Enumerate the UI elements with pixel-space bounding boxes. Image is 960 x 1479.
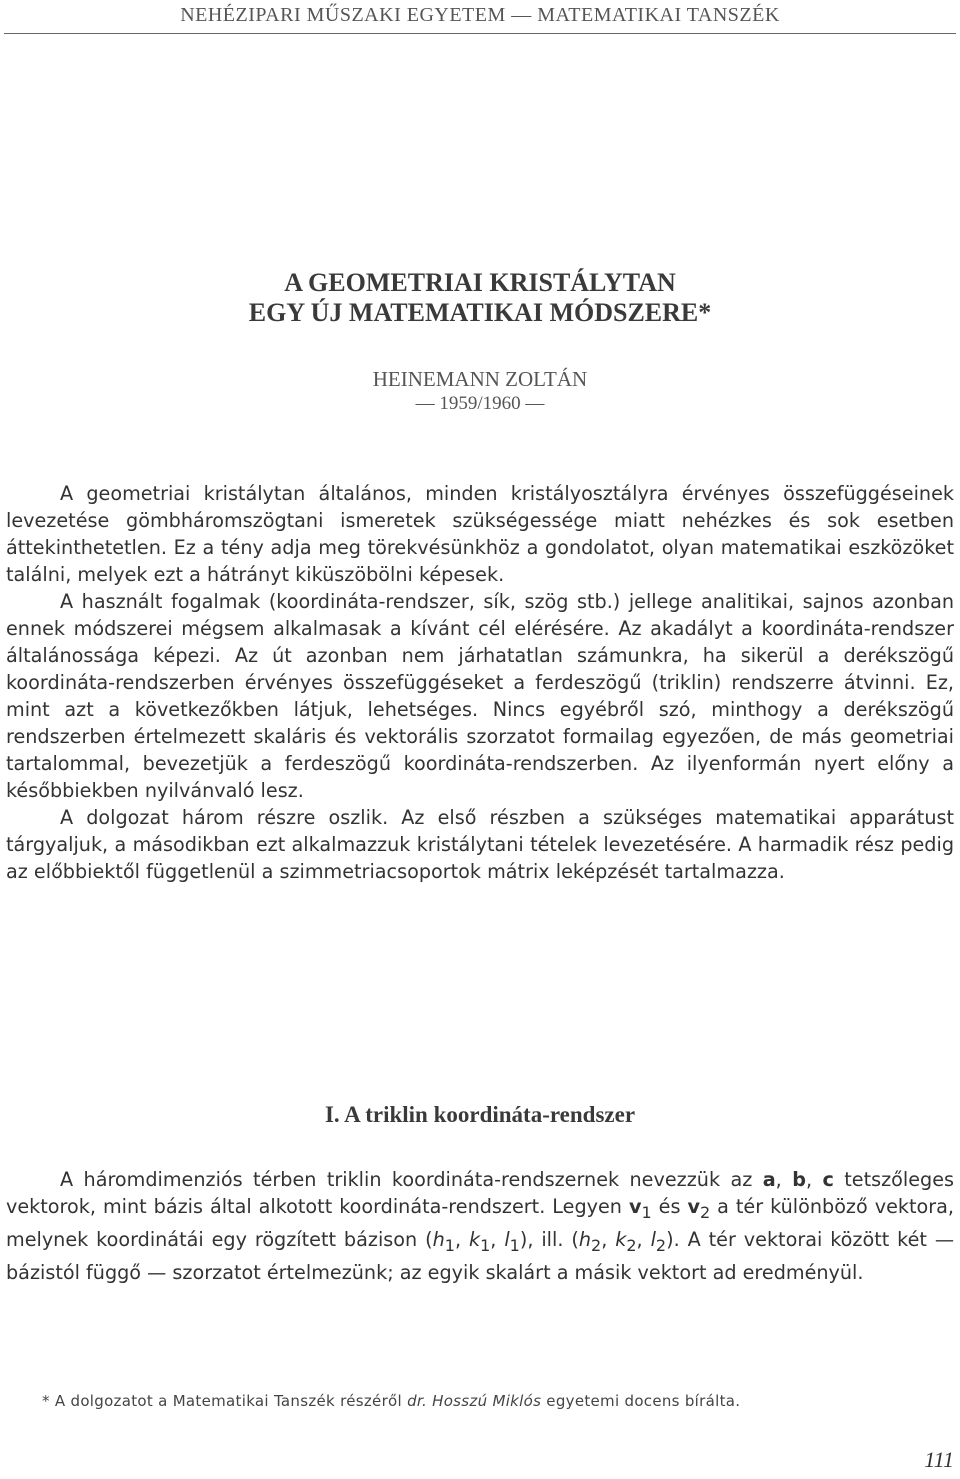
text-run: a tér különböző vektora, melynek koordinátái egy rögzített bázison ( xyxy=(6,1195,955,1251)
section-paragraph xyxy=(6,1166,954,1286)
header-divider xyxy=(4,33,956,34)
text-run: ), ill. ( xyxy=(519,1227,579,1251)
author-name: HEINEMANN ZOLTÁN xyxy=(372,367,588,391)
coord-k1: k xyxy=(468,1227,481,1251)
title-line-2: EGY ÚJ MATEMATIKAI MÓDSZERE* xyxy=(248,298,712,327)
footnote-text: egyetemi docens bírálta. xyxy=(541,1392,741,1410)
footnote-reviewer: Hosszú Miklós xyxy=(432,1392,542,1410)
subscript: 2 xyxy=(591,1235,602,1255)
coord-l1: l xyxy=(504,1227,510,1251)
intro-paragraph-1: A geometriai kristálytan általános, minden kristályosztályra érvényes összefüggéseinek levezetése gömbháromszögtani ismeretek szükségessége miatt nehézkes és sok esetben áttekinthetetlen. Ez a tény adja meg törekvésünkhöz a gondolatot, olyan matematikai eszközöket találni, melyek ezt a hátrányt kiküszöbölni képesek. xyxy=(6,482,954,586)
subscript: 2 xyxy=(699,1202,711,1222)
vector-c: c xyxy=(822,1168,834,1191)
text-run: , xyxy=(805,1168,823,1191)
title-line-1: A GEOMETRIAI KRISTÁLYTAN xyxy=(284,268,676,297)
intro-paragraph-3: A dolgozat három részre oszlik. Az első részben a szükséges matematikai apparátust tárgyaljuk, a másodikban ezt alkalmazzuk kristálytani tételek levezetésére. A harmadik rész pedig az előbbiektől függetlenül a szimmetriacsoportok mátrix leképzését tartalmazza. xyxy=(6,806,954,883)
vector-v1: v xyxy=(628,1195,642,1218)
article-title xyxy=(0,268,960,328)
subscript: 1 xyxy=(509,1235,520,1255)
intro-text xyxy=(6,480,954,885)
footnote-title: dr. xyxy=(407,1392,428,1410)
coord-h2: h xyxy=(578,1227,592,1251)
subscript: 1 xyxy=(444,1235,455,1255)
subscript: 2 xyxy=(655,1235,667,1255)
running-header: NEHÉZIPARI MŰSZAKI EGYETEM — MATEMATIKAI TANSZÉK xyxy=(180,4,780,26)
footnote-text: * A dolgozatot a Matematikai Tanszék részéről xyxy=(42,1392,408,1410)
text-run: tetszőleges vektorok, mint bázis által alkotott koordináta-rendszert. Legyen xyxy=(6,1168,955,1218)
text-run: A háromdimenziós térben triklin koordináta-rendszernek nevezzük az xyxy=(60,1168,763,1191)
section-text xyxy=(6,1166,954,1286)
text-run: , xyxy=(601,1227,616,1251)
coord-k2: k xyxy=(615,1227,627,1251)
subscript: 1 xyxy=(480,1235,491,1255)
text-run: , xyxy=(775,1168,793,1191)
footnote xyxy=(42,1392,958,1410)
vector-v2: v xyxy=(687,1195,700,1218)
page-number: 111 xyxy=(924,1447,954,1472)
subscript: 2 xyxy=(626,1235,637,1255)
coord-h1: h xyxy=(432,1227,445,1251)
vector-a: a xyxy=(762,1168,776,1191)
text-run: ). A tér vektorai között két — bázistól függő — szorzatot értelmezünk; az egyik skalárt a másik vektort ad eredményül. xyxy=(6,1227,955,1284)
text-run: és xyxy=(651,1195,688,1218)
text-run: , xyxy=(490,1227,505,1251)
text-run: , xyxy=(454,1227,469,1251)
text-run: , xyxy=(636,1227,651,1251)
coord-l2: l xyxy=(650,1227,656,1251)
publication-year: — 1959/1960 — xyxy=(415,393,545,414)
intro-paragraph-2: A használt fogalmak (koordináta-rendszer, sík, szög stb.) jellege analitikai, sajnos azonban ennek módszerei mégsem alkalmasak a kívánt cél elérésére. Az akadályt a koordináta-rendszer általánossága képezi. Az út azonban nem járhatatlan számunkra, ha sikerül a derékszögű koordináta-rendszerben érvényes összefüggéseket a ferdeszögű (triklin) rendszerre átvinni. Ez, mint azt a következőkben látjuk, lehetséges. Nincs egyébről szó, minthogy a derékszögű rendszerben értelmezett skaláris és vektorális szorzatot formailag egyezően, de más geometriai tartalommal, bevezetjük a ferdeszögű koordináta-rendszerben. Az ilyenformán nyert előny a későbbiekben nyilvánvaló lesz. xyxy=(6,590,954,802)
subscript: 1 xyxy=(641,1202,652,1222)
vector-b: b xyxy=(792,1168,806,1191)
section-heading: I. A triklin koordináta-rendszer xyxy=(324,1102,636,1127)
